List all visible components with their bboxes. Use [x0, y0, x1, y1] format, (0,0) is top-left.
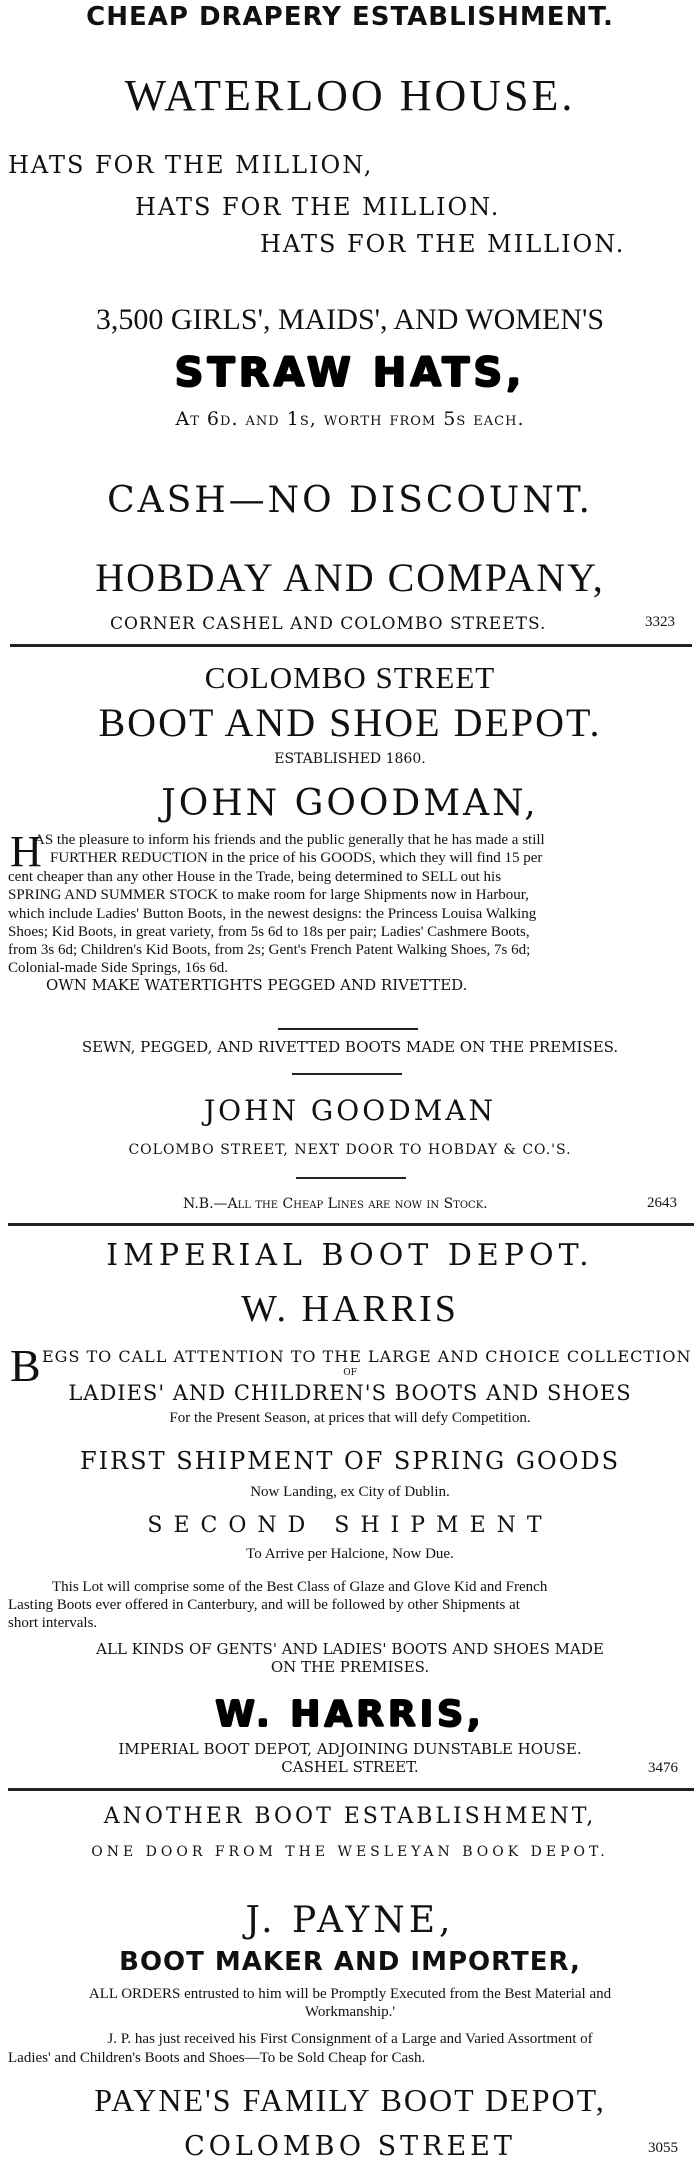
ad2-sewn: SEWN, PEGGED, AND RIVETTED BOOTS MADE ON THE PREMISES.	[81, 1038, 619, 1056]
ad2-body-line: cent cheaper than any other House in the Trade, being determined to SELL out his	[8, 869, 502, 885]
ad1-girls: 3,500 GIRLS', MAIDS', AND WOMEN'S	[95, 303, 605, 336]
ad2-body-line: SPRING AND SUMMER STOCK to make room for large Shipments now in Harbour,	[8, 887, 529, 903]
divider	[278, 1028, 418, 1030]
ad3-season: For the Present Season, at prices that will defy Competition.	[169, 1410, 531, 1426]
ad2-depot: BOOT AND SHOE DEPOT.	[98, 700, 602, 745]
ad1-hats-line-1: HATS FOR THE MILLION,	[8, 151, 374, 179]
ad4-family: PAYNE'S FAMILY BOOT DEPOT,	[94, 2082, 606, 2118]
ad3-all-kinds-1: ALL KINDS OF GENTS' AND LADIES' BOOTS AND SHOES MADE	[96, 1640, 604, 1658]
divider	[10, 644, 692, 647]
ad4-number: 3055	[648, 2140, 678, 2156]
ad1-heading: CHEAP DRAPERY ESTABLISHMENT.	[86, 2, 614, 32]
ad3-fancy-name: W. HARRIS,	[215, 1694, 485, 1735]
ad2-body-line: Shoes; Kid Boots, in great variety, from 5s 6d to 18s per pair; Ladies' Cashmere Boots,	[8, 924, 530, 940]
ad2-established: ESTABLISHED 1860.	[274, 751, 426, 767]
ad3-lot-line: Lasting Boots ever offered in Canterbury, and will be followed by other Shipments at	[8, 1597, 520, 1613]
ad4-trade: BOOT MAKER AND IMPORTER,	[119, 1947, 581, 1977]
ad3-ladies: LADIES' AND CHILDREN'S BOOTS AND SHOES	[68, 1381, 632, 1405]
ad2-street: COLOMBO STREET	[204, 660, 496, 695]
ad1-straw-hats: STRAW HATS,	[174, 350, 526, 396]
ad3-address-2: CASHEL STREET.	[281, 1758, 419, 1776]
ad3-lot-line: This Lot will comprise some of the Best Class of Glaze and Glove Kid and French	[52, 1579, 548, 1595]
ad3-name: W. HARRIS	[241, 1288, 459, 1330]
ad1-address: CORNER CASHEL AND COLOMBO STREETS.	[110, 614, 547, 634]
divider	[296, 1177, 406, 1179]
ad2-body-line: AS the pleasure to inform his friends and the public generally that he has made a still	[34, 832, 545, 848]
ad4-another: ANOTHER BOOT ESTABLISHMENT,	[103, 1804, 597, 1829]
ad1-cash: CASH—NO DISCOUNT.	[107, 480, 593, 521]
divider	[8, 1788, 694, 1791]
ad1-house: WATERLOO HOUSE.	[124, 71, 576, 120]
ad1-price: At 6d. and 1s, worth from 5s each.	[175, 408, 525, 430]
ad3-number: 3476	[648, 1760, 678, 1776]
ad3-of: OF	[343, 1368, 357, 1378]
ad3-drop-cap: B	[10, 1340, 41, 1391]
ad4-name: J. PAYNE,	[245, 1900, 455, 1941]
ad2-body-line: which include Ladies' Button Boots, in the newest designs: the Princess Louisa Walking	[8, 906, 537, 922]
ad4-received-2: Ladies' and Children's Boots and Shoes—To be Sold Cheap for Cash.	[8, 2050, 426, 2066]
ad2-name-2: JOHN GOODMAN	[203, 1094, 497, 1127]
ad2-nb: N.B.—All the Cheap Lines are now in Stock.	[183, 1196, 488, 1212]
ad2-watertights: OWN MAKE WATERTIGHTS PEGGED AND RIVETTED.	[46, 976, 468, 994]
ad2-body-line: FURTHER REDUCTION in the price of his GOODS, which they will find 15 per	[50, 850, 543, 866]
ad3-arrive: To Arrive per Halcione, Now Due.	[246, 1546, 454, 1562]
ad1-company: HOBDAY AND COMPANY,	[95, 555, 605, 600]
ad4-received-1: J. P. has just received his First Consignment of a Large and Varied Assortment of	[107, 2031, 593, 2047]
ad2-body-line: Colonial-made Side Springs, 16s 6d.	[8, 960, 228, 976]
ad3-all-kinds-2: ON THE PREMISES.	[270, 1658, 430, 1676]
ad3-landing: Now Landing, ex City of Dublin.	[250, 1484, 450, 1500]
ad4-orders-2: Workmanship.'	[304, 2004, 396, 2020]
ad4-door: ONE DOOR FROM THE WESLEYAN BOOK DEPOT.	[91, 1844, 609, 1860]
ad2-name: JOHN GOODMAN,	[161, 783, 539, 824]
ad3-first: FIRST SHIPMENT OF SPRING GOODS	[79, 1447, 621, 1475]
ad3-address-1: IMPERIAL BOOT DEPOT, ADJOINING DUNSTABLE HOUSE.	[118, 1740, 582, 1758]
divider	[292, 1073, 402, 1075]
ad4-orders-1: ALL ORDERS entrusted to him will be Promptly Executed from the Best Material and	[88, 1986, 612, 2002]
ad4-street: COLOMBO STREET	[184, 2131, 516, 2162]
ad3-second: SECOND SHIPMENT	[147, 1513, 553, 1538]
ad1-hats-line-3: HATS FOR THE MILLION.	[260, 230, 626, 258]
ad3-heading: IMPERIAL BOOT DEPOT.	[106, 1238, 594, 1273]
ad3-lot-line: short intervals.	[8, 1615, 98, 1631]
ad2-drop-cap: H	[10, 827, 42, 876]
divider	[8, 1223, 694, 1226]
ad1-hats-line-2: HATS FOR THE MILLION.	[135, 193, 501, 221]
ad2-address: COLOMBO STREET, NEXT DOOR TO HOBDAY & CO.'S.	[128, 1142, 572, 1158]
ad3-begs: EGS TO CALL ATTENTION TO THE LARGE AND CHOICE COLLECTION	[42, 1347, 692, 1366]
ad2-number: 2643	[647, 1195, 677, 1211]
ad2-body-line: from 3s 6d; Children's Kid Boots, from 2s; Gent's French Patent Walking Shoes, 7s 6d;	[8, 942, 531, 958]
ad1-number: 3323	[645, 614, 675, 630]
